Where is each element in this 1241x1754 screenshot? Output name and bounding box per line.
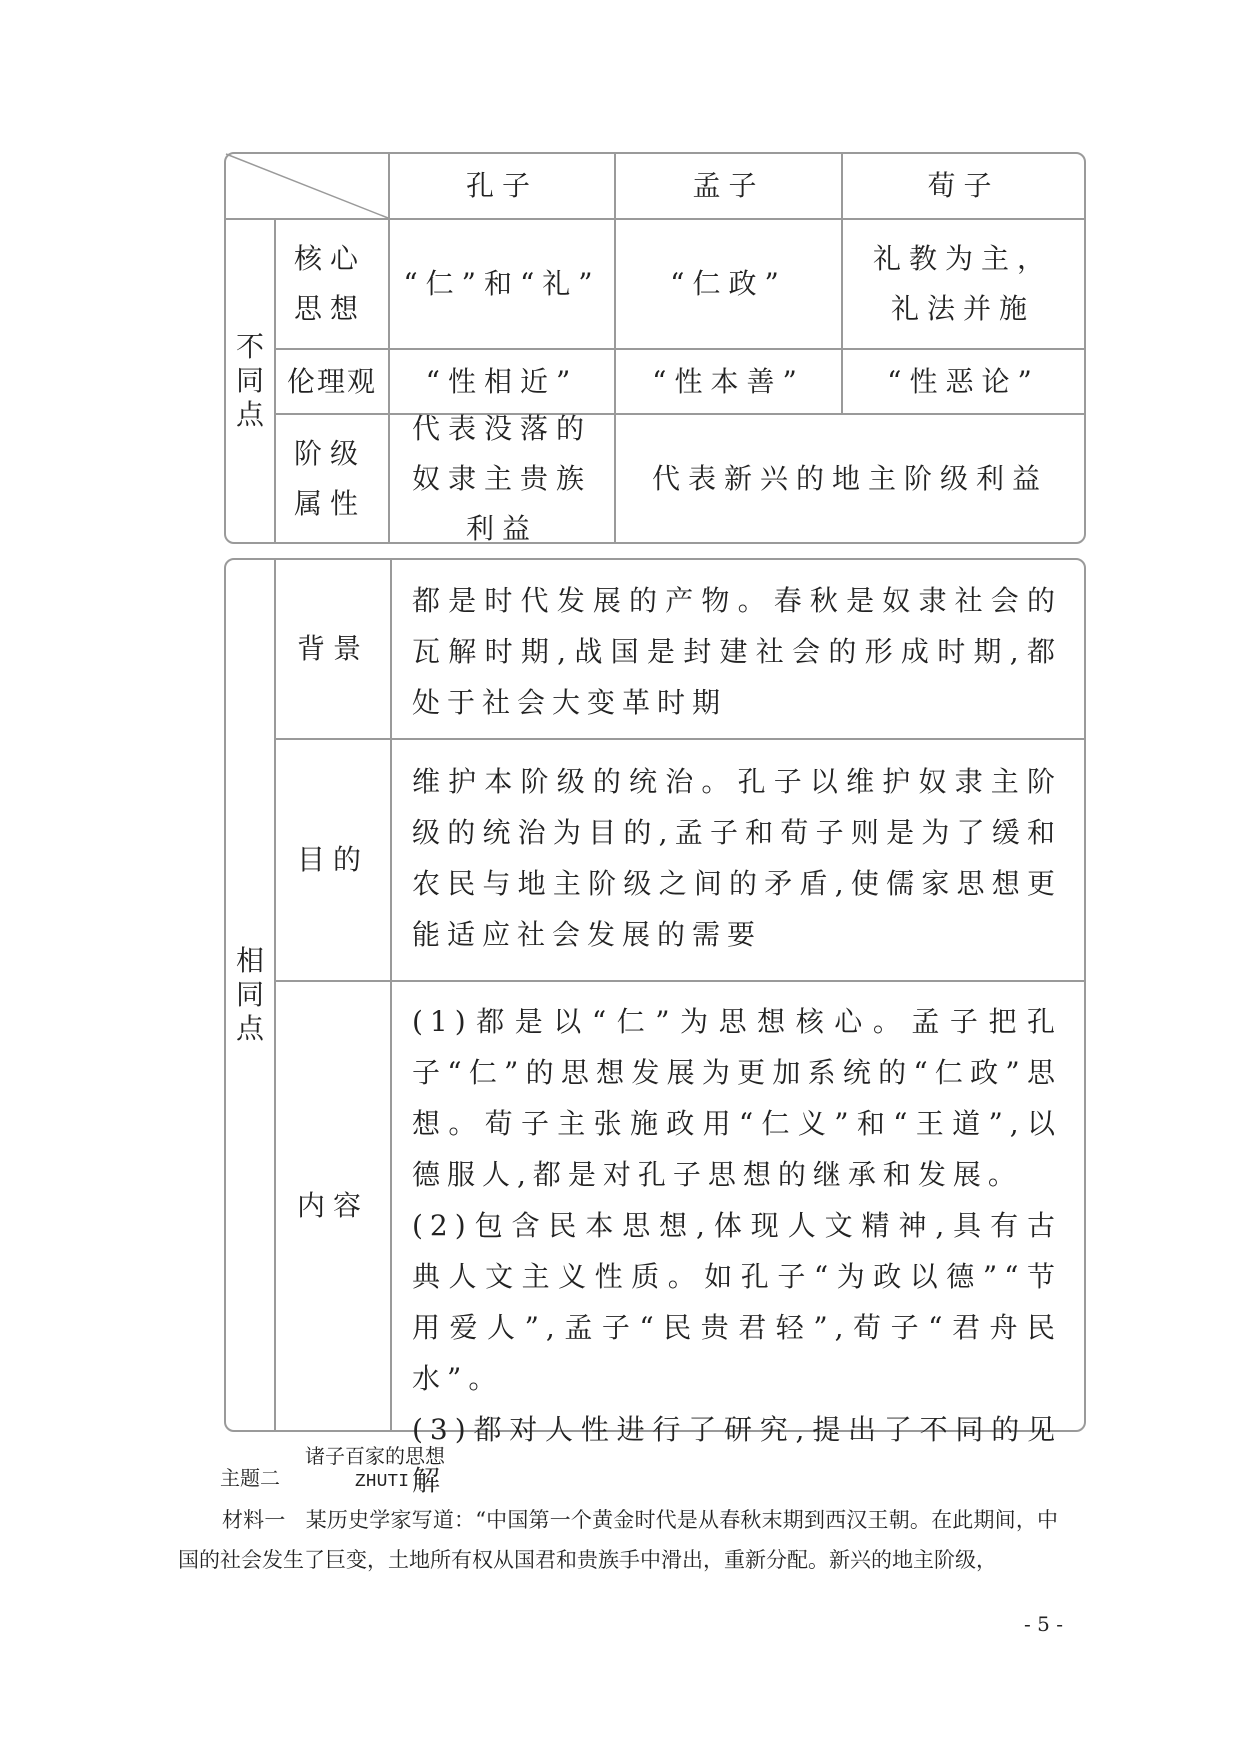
page-number: - 5 - <box>1024 1612 1063 1636</box>
topic-label: 主题二 <box>220 1466 280 1490</box>
content-list <box>412 996 1062 1506</box>
group-label-differences: 不同点 <box>235 330 264 431</box>
material-paragraph <box>178 1500 1058 1580</box>
header-mengzi: 孟子 <box>692 169 765 202</box>
topic-title: 诸子百家的思想 <box>305 1444 445 1468</box>
content-item: (3)都对人性进行了研究,提出了不同的见解 <box>412 1413 1062 1497</box>
header-kongzi: 孔子 <box>465 169 538 202</box>
topic-pinyin: ZHUTI <box>355 1472 410 1492</box>
row-label-class: 阶级属性 <box>293 436 366 520</box>
kongzi-core-thought: “仁”和“礼” <box>403 267 601 300</box>
material-label: 材料一 <box>222 1508 286 1532</box>
content-item: (2)包含民本思想,体现人文精神,具有古典人文主义性质。如孔子“为政以德”“节用爱人”,孟子“民贵君轻”,荀子“君舟民水”。 <box>412 1209 1062 1395</box>
material-text: 某历史学家写道：“中国第一个黄金时代是从春秋末期到西汉王朝。在此期间，中国的社会发生了巨变，土地所有权从国君和贵族手中滑出，重新分配。新兴的地主阶级， <box>178 1508 1059 1572</box>
xunzi-core-thought: 礼教为主，礼法并施 <box>872 242 1053 325</box>
comparison-table-differences <box>224 152 1086 544</box>
row-label-purpose: 目的 <box>296 843 369 876</box>
header-diagonal <box>226 154 388 218</box>
mengzi-ethics: “性本善” <box>652 364 805 398</box>
kongzi-class: 代表没落的奴隶主贵族利益 <box>411 411 592 545</box>
header-xunzi: 荀子 <box>927 169 1000 202</box>
row-label-core-thought: 核心思想 <box>293 242 366 325</box>
kongzi-ethics: “性相近” <box>425 364 579 398</box>
mengzi-xunzi-class: 代表新兴的地主阶级利益 <box>651 461 1048 495</box>
xunzi-ethics: “性恶论” <box>887 364 1040 398</box>
background-content: 都是时代发展的产物。春秋是奴隶社会的瓦解时期,战国是封建社会的形成时期,都处于社会大变革时期 <box>412 584 1062 719</box>
row-label-content: 内容 <box>296 1189 369 1222</box>
group-label-similarities: 相同点 <box>235 944 264 1045</box>
mengzi-core-thought: “仁政” <box>670 267 787 300</box>
purpose-content: 维护本阶级的统治。孔子以维护奴隶主阶级的统治为目的,孟子和荀子则是为了缓和农民与地主阶级之间的矛盾,使儒家思想更能适应社会发展的需要 <box>412 765 1062 951</box>
row-label-background: 背景 <box>296 632 369 665</box>
row-label-ethics: 伦理观 <box>286 364 377 398</box>
content-item: (1)都是以“仁”为思想核心。孟子把孔子“仁”的思想发展为更加系统的“仁政”思想。荀子主张施政用“仁义”和“王道”,以德服人,都是对孔子思想的继承和发展。 <box>412 1005 1062 1191</box>
